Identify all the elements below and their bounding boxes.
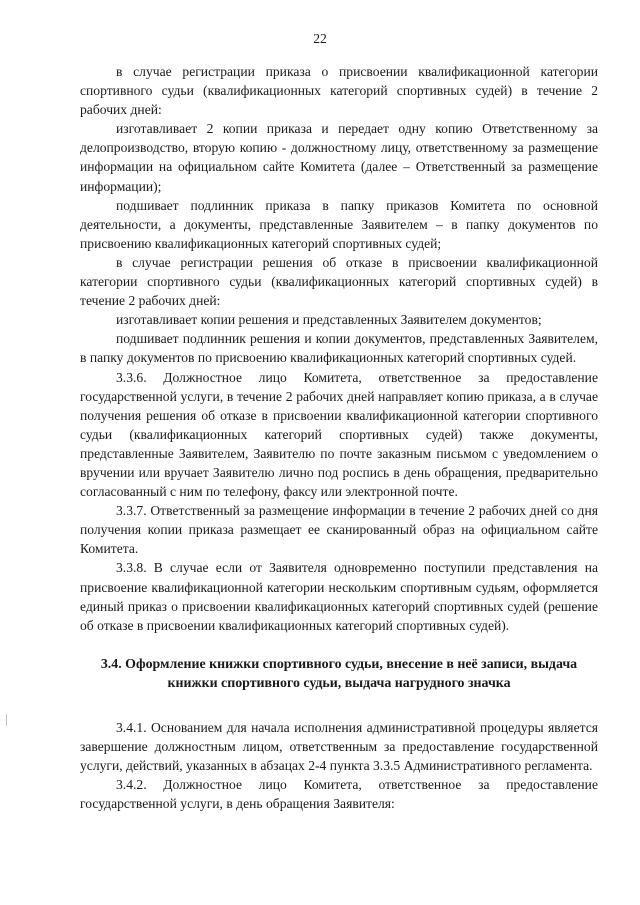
- paragraph-copies-of-decision: изготавливает копии решения и представленных Заявителем документов;: [116, 312, 542, 328]
- paragraph-registration-order: в случае регистрации приказа о присвоении квалификационной категории спортивного судьи (квалификационных категорий спортивных судей) в течение 2 рабочих дней:: [80, 64, 598, 118]
- paragraph-3-3-8: 3.3.8. В случае если от Заявителя одновременно поступили представления на присвоение квалификационной категории нескольким спортивным судьям, оформляется единый приказ о присвоении квалификационных категорий спортивных судей (решение об отказе в присвоении квалификационных категорий спортивных судей).: [80, 560, 598, 633]
- paragraph-registration-refusal: в случае регистрации решения об отказе в присвоении квалификационной категории спортивного судьи (квалификационных категорий спортивных судей) в течение 2 рабочих дней:: [80, 254, 598, 309]
- paragraph-file-original-order: подшивает подлинник приказа в папку приказов Комитета по основной деятельности, а документы, представленные Заявителем – в папку документов по присвоению квалификационных категорий спортивных судей;: [80, 197, 598, 251]
- paragraph-3-3-7: 3.3.7. Ответственный за размещение информации в течение 2 рабочих дней со дня получения копии приказа размещает ее сканированный образ на официальном сайте Комитета.: [80, 503, 598, 557]
- scan-margin-mark: [6, 714, 7, 726]
- document-body: [80, 62, 598, 813]
- page-number: 22: [313, 31, 327, 46]
- paragraph-make-copies: изготавливает 2 копии приказа и передает одну копию Ответственному за делопроизводство, вторую копию - должностному лицу, ответственному за размещение информации на официальном сайте Комитета (далее – Ответственный за размещение информации);: [80, 121, 598, 194]
- paragraph-file-original-decision: подшивает подлинник решения и копии документов, представленных Заявителем, в папку документов по присвоению квалификационных категорий спортивных судей.: [80, 331, 598, 366]
- paragraph-3-4-2: 3.4.2. Должностное лицо Комитета, ответственное за предоставление государственной услуги, в день обращения Заявителя:: [80, 777, 598, 812]
- paragraph-3-4-1: 3.4.1. Основанием для начала исполнения административной процедуры является завершение должностным лицом, ответственным за предоставление государственной услуги, действий, указанных в абзацах 2-4 пункта 3.3.5 Административного регламента.: [80, 719, 598, 773]
- paragraph-3-3-6: 3.3.6. Должностное лицо Комитета, ответственное за предоставление государственной услуги, в течение 2 рабочих дней направляет копию приказа, а в случае получения решения об отказе в присвоении квалификационной категории спортивного судьи (квалификационных категорий спортивных судей) также документы, представленные Заявителем, Заявителю по почте заказным письмом с уведомлением о вручении или вручает Заявителю лично под роспись в день обращения, предварительно согласованный с ним по телефону, факсу или электронной почте.: [80, 369, 598, 500]
- section-heading: 3.4. Оформление книжки спортивного судьи, внесение в неё записи, выдача книжки спортивного судьи, выдача нагрудного значка: [100, 656, 578, 692]
